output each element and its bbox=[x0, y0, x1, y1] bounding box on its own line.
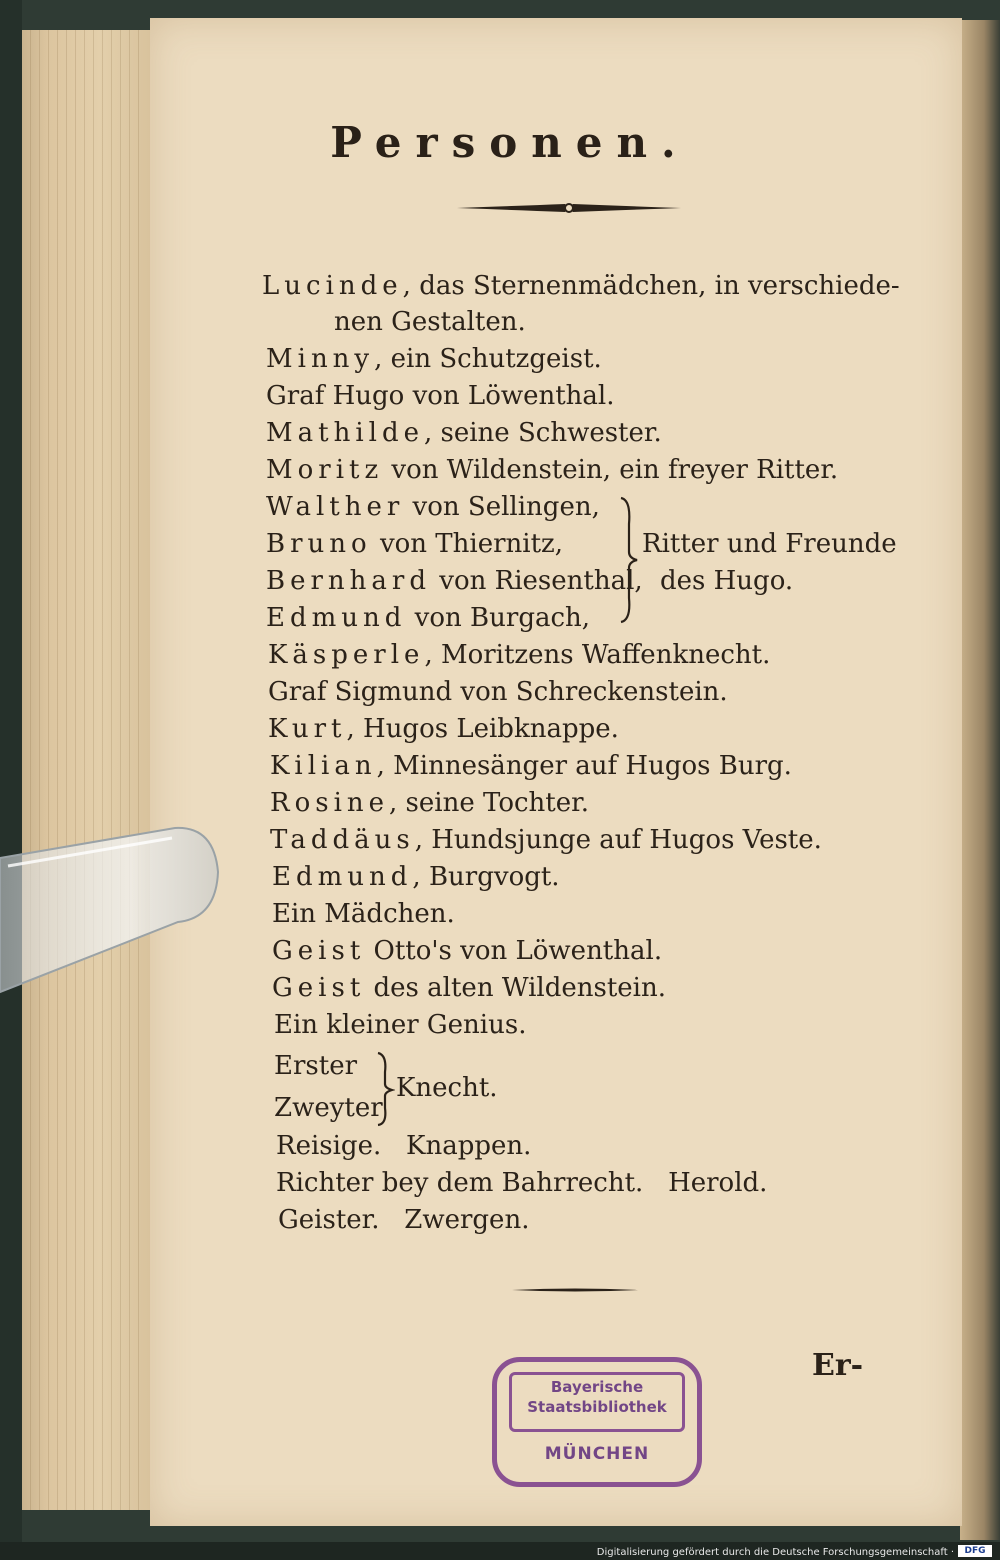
library-stamp bbox=[492, 1357, 702, 1487]
list-item: Reisige. Knappen. bbox=[276, 1131, 532, 1161]
list-item: Taddäus, Hundsjunge auf Hugos Veste. bbox=[270, 825, 822, 855]
list-item: Edmund, Burgvogt. bbox=[272, 862, 560, 892]
list-item: Geist Otto's von Löwenthal. bbox=[272, 936, 663, 966]
stamp-line3: MÜNCHEN bbox=[544, 1444, 650, 1464]
list-item: Zweyter bbox=[274, 1093, 383, 1123]
list-item: Bernhard von Riesenthal, bbox=[266, 566, 643, 596]
transparent-ruler bbox=[0, 0, 230, 1000]
list-item: Rosine, seine Tochter. bbox=[270, 788, 589, 818]
dfg-logo: DFG bbox=[958, 1545, 992, 1557]
stamp-line1: Bayerische bbox=[550, 1378, 644, 1396]
page-heading: Personen. bbox=[330, 118, 690, 167]
footer-bar bbox=[0, 1542, 1000, 1560]
list-item: Erster bbox=[274, 1051, 358, 1081]
stamp-line2: Staatsbibliothek bbox=[527, 1398, 667, 1416]
bottom-rule-ornament bbox=[510, 1285, 640, 1295]
list-item: Graf Hugo von Löwenthal. bbox=[266, 381, 615, 411]
group-brace bbox=[617, 494, 641, 626]
group-label-line2: des Hugo. bbox=[660, 566, 794, 596]
list-item: Graf Sigmund von Schreckenstein. bbox=[268, 677, 728, 707]
heading-ornament bbox=[455, 198, 683, 218]
book-spine-edge bbox=[960, 20, 1000, 1540]
list-item: Geist des alten Wildenstein. bbox=[272, 973, 667, 1003]
list-item: Kurt, Hugos Leibknappe. bbox=[268, 714, 619, 744]
list-item: Walther von Sellingen, bbox=[266, 492, 600, 522]
list-item: Ein kleiner Genius. bbox=[274, 1010, 527, 1040]
catchword: Er- bbox=[812, 1348, 864, 1383]
group-label-line1: Ritter und Freunde bbox=[642, 529, 897, 559]
knecht-brace bbox=[375, 1050, 395, 1128]
knecht-label: Knecht. bbox=[396, 1073, 498, 1103]
footer-credit: Digitalisierung gefördert durch die Deutsche Forschungsgemeinschaft · bbox=[596, 1547, 954, 1558]
list-item: Kilian, Minnesänger auf Hugos Burg. bbox=[270, 751, 792, 781]
list-item: Moritz von Wildenstein, ein freyer Ritter. bbox=[266, 455, 839, 485]
list-item: Ein Mädchen. bbox=[272, 899, 455, 929]
list-item: Minny, ein Schutzgeist. bbox=[266, 344, 602, 374]
list-item: Lucinde, das Sternenmädchen, in verschiede- bbox=[262, 271, 900, 301]
list-item: Käsperle, Moritzens Waffenknecht. bbox=[268, 640, 771, 670]
list-item: Bruno von Thiernitz, bbox=[266, 529, 563, 559]
list-item: nen Gestalten. bbox=[334, 307, 526, 337]
list-item: Geister. Zwergen. bbox=[278, 1205, 530, 1235]
list-item: Richter bey dem Bahrrecht. Herold. bbox=[276, 1168, 768, 1198]
list-item: Edmund von Burgach, bbox=[266, 603, 591, 633]
list-item: Mathilde, seine Schwester. bbox=[266, 418, 662, 448]
